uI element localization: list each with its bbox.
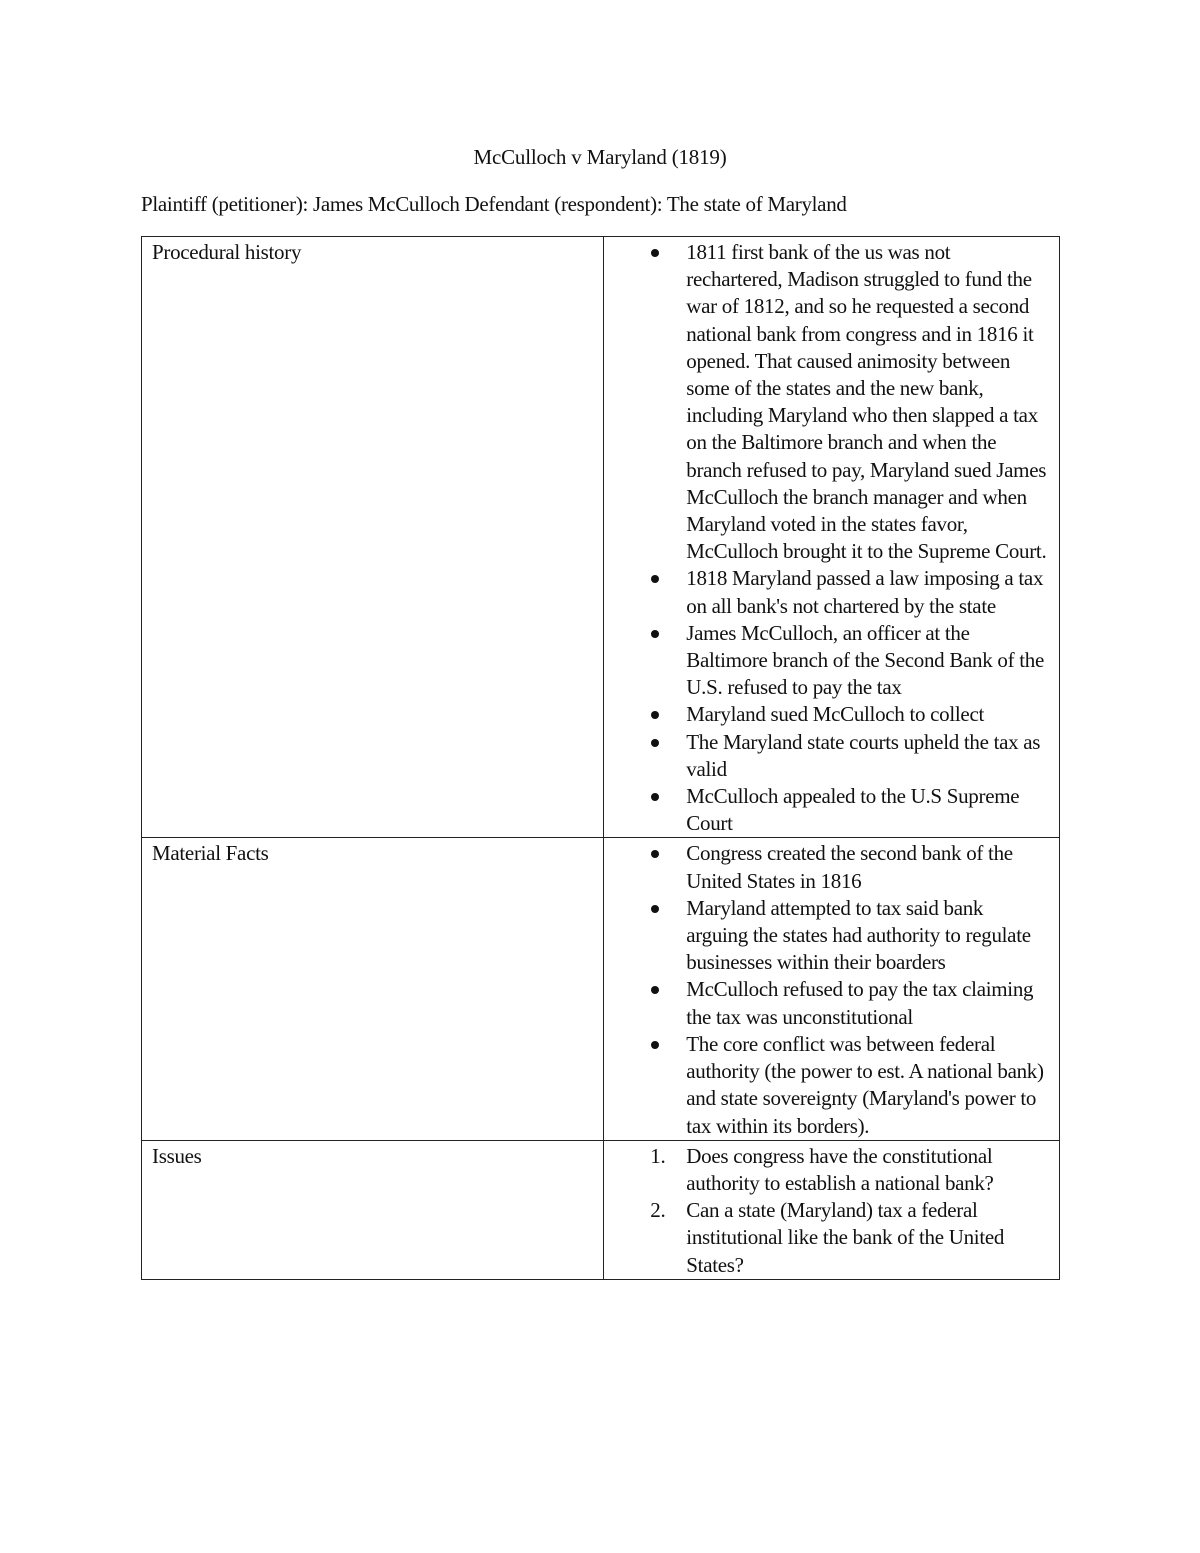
issues-list (604, 1143, 1049, 1279)
list-item: Maryland sued McCulloch to collect (604, 701, 1049, 728)
list-item: 1811 first bank of the us was not rechartered, Madison struggled to fund the war of 1812, and so he requested a second national bank from congress and in 1816 it opened. That caused animosity between some of the states and the new bank, including Maryland who then slapped a tax on the Baltimore branch and when the branch refused to pay, Maryland sued James McCulloch the branch manager and when Maryland voted in the states favor, McCulloch brought it to the Supreme Court. (604, 239, 1049, 565)
row-label-procedural-history: Procedural history (142, 237, 604, 838)
list-item (604, 1197, 1049, 1279)
row-content-procedural-history (604, 237, 1060, 838)
row-label-material-facts: Material Facts (142, 838, 604, 1140)
issue-text: Does congress have the constitutional authority to establish a national bank? (686, 1143, 994, 1195)
list-item: McCulloch refused to pay the tax claiming the tax was unconstitutional (604, 976, 1049, 1030)
table-row-procedural-history (142, 237, 1060, 838)
list-item: James McCulloch, an officer at the Baltimore branch of the Second Bank of the U.S. refused to pay the tax (604, 620, 1049, 702)
row-content-issues (604, 1140, 1060, 1279)
list-item: 1818 Maryland passed a law imposing a tax on all bank's not chartered by the state (604, 565, 1049, 619)
issue-text: Can a state (Maryland) tax a federal institutional like the bank of the United States? (686, 1198, 1005, 1277)
case-brief-table (141, 236, 1060, 1280)
list-item: The Maryland state courts upheld the tax as valid (604, 729, 1049, 783)
procedural-history-list (604, 239, 1049, 837)
list-item: McCulloch appealed to the U.S Supreme Court (604, 783, 1049, 837)
list-number: 2. (650, 1198, 666, 1223)
table-row-material-facts (142, 838, 1060, 1140)
parties-line: Plaintiff (petitioner): James McCulloch Defendant (respondent): The state of Maryland (141, 192, 847, 216)
list-item (604, 1143, 1049, 1197)
list-item: The core conflict was between federal authority (the power to est. A national bank) and state sovereignty (Maryland's power to tax within its borders). (604, 1031, 1049, 1140)
list-item: Maryland attempted to tax said bank arguing the states had authority to regulate businesses within their boarders (604, 895, 1049, 977)
row-content-material-facts (604, 838, 1060, 1140)
row-label-issues: Issues (142, 1140, 604, 1279)
material-facts-list (604, 840, 1049, 1139)
list-item: Congress created the second bank of the United States in 1816 (604, 840, 1049, 894)
list-number: 1. (650, 1143, 666, 1168)
table-row-issues (142, 1140, 1060, 1279)
page-title: McCulloch v Maryland (1819) (473, 145, 727, 169)
